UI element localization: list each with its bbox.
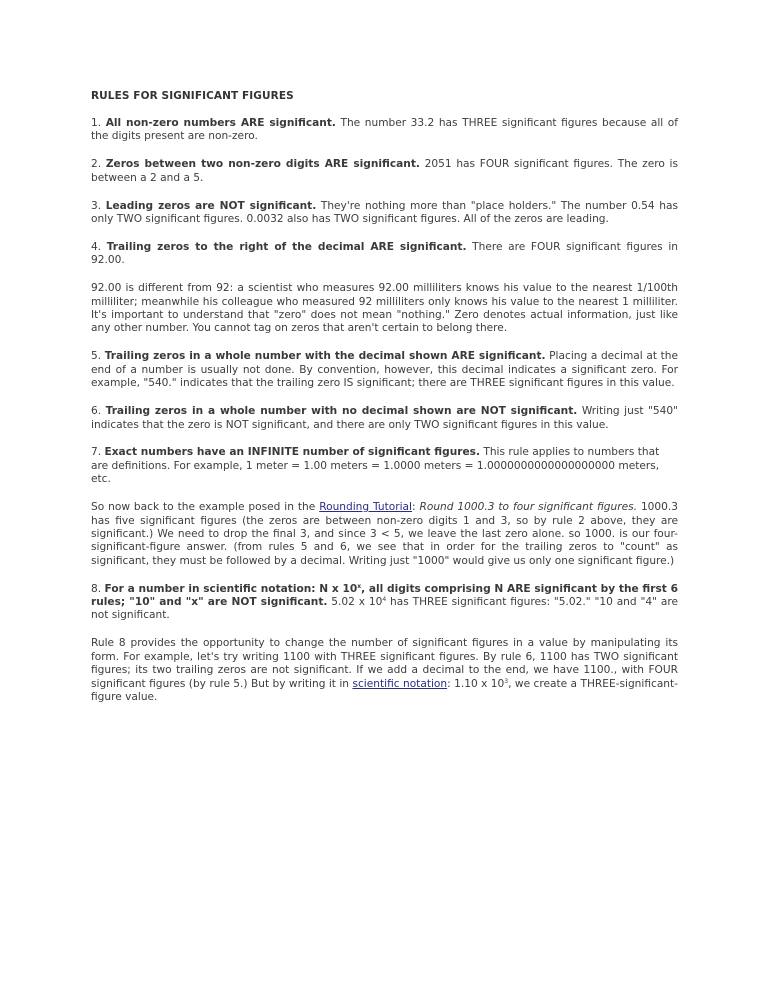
rule-heading: All non-zero numbers ARE significant. — [105, 117, 336, 129]
rounding-example — [91, 501, 678, 568]
rule-body: 2051 has FOUR significant figures. The zero is between a 2 and a 5. — [91, 158, 679, 184]
example-italic: Round 1000.3 to four significant figures. — [419, 501, 638, 514]
rule-body: has THREE significant figures: "5.02." "10 and "4" are not significant. — [91, 596, 678, 622]
closing-text: : 1.10 x 10 — [447, 677, 505, 690]
rule-6 — [91, 405, 678, 432]
rule-2 — [91, 158, 678, 185]
example-text: So now back to the example posed in the — [91, 501, 320, 514]
rule-number: 7. — [91, 446, 102, 459]
rule-number: 3. — [91, 199, 102, 212]
example-colon: : — [411, 501, 420, 514]
rule-body: They're nothing more than "place holders." The number 0.54 has only TWO significant figures. 0.0032 also has TWO significant figures. All of the zeros are leading. — [91, 199, 678, 226]
rule-4-note: 92.00 is different from 92: a scientist who measures 92.00 milliliters knows his value to the nearest 1/100th milliliter; meanwhile his colleague who measured 92 milliliters only knows his value to the nearest 1 milliliter. It's important to understand that "zero" does not mean "nothing." Zero denotes actual information, just like any other number. You cannot tag on zeros that aren't certain to belong there. — [91, 282, 678, 335]
rule-heading: Exact numbers have an INFINITE number of significant figures. — [104, 446, 480, 459]
exponent: 3 — [504, 677, 509, 685]
rule-heading: Leading zeros are NOT significant. — [105, 199, 317, 212]
closing-paragraph — [91, 637, 678, 704]
rule-heading: Trailing zeros in a whole number with the decimal shown ARE significant. — [104, 350, 546, 363]
rule-7 — [91, 446, 678, 486]
exponent: 4 — [382, 596, 387, 604]
rule-heading-part: , all digits comprising N ARE significant by the first 6 rules; "10" and "x" are NOT significant. — [91, 582, 678, 609]
rule-body: The number 33.2 has THREE significant figures because all of the digits present are non-zero. — [91, 117, 678, 143]
rule-number: 6. — [91, 405, 102, 418]
closing-text: , we create a THREE-significant-figure value. — [91, 677, 679, 703]
rule-body: This rule applies to numbers that are definitions. For example, 1 meter = 1.00 meters = 1.0000 meters = 1.0000000000000000000 meters, etc. — [91, 446, 660, 486]
example-text: 1000.3 has five significant figures (the zeros are between non-zero digits 1 and 3, so by rule 2 above, they are significant.) We need to drop the final 3, and since 3 < 5, we leave the last zero alone. so 1000. is our four-significant-figure answer. (from rules 5 and 6, we see that in order for the trailing zeros to "count" as significant, they must be followed by a decimal. Writing just "1000" would give us only one significant figure.) — [91, 501, 679, 567]
page-title: RULES FOR SIGNIFICANT FIGURES — [91, 90, 294, 102]
rule-heading: Trailing zeros to the right of the decimal ARE significant. — [106, 240, 467, 253]
rule-number: 2. — [91, 158, 102, 171]
rule-body: Placing a decimal at the end of a number is usually not done. By convention, however, this decimal indicates a significant zero. For example, "540." indicates that the trailing zero IS significant; there are THREE significant figures in this value. — [91, 350, 678, 390]
rule-5 — [91, 350, 678, 390]
rule-8 — [91, 583, 678, 623]
rounding-tutorial-link[interactable]: Rounding Tutorial — [319, 501, 412, 514]
rule-number: 1. — [91, 117, 102, 129]
rule-body: Writing just "540" indicates that the zero is NOT significant, and there are only TWO significant figures in this value. — [91, 405, 678, 431]
rule-body: 5.02 x 10 — [327, 596, 383, 609]
rule-heading: Zeros between two non-zero digits ARE significant. — [105, 158, 420, 171]
rule-1 — [91, 117, 678, 144]
scientific-notation-link[interactable]: scientific notation — [352, 677, 448, 690]
rule-number: 5. — [91, 350, 102, 363]
closing-text: Rule 8 provides the opportunity to change the number of significant figures in a value by manipulating its form. For example, let's try writing 1100 with THREE significant figures. By rule 6, 1100 has TWO significant figures; its two trailing zeros are not significant. If we add a decimal to the end, we have 1100., with FOUR significant figures (by rule 5.) But by writing it in — [91, 637, 678, 690]
rule-4 — [91, 241, 678, 268]
rule-heading: Trailing zeros in a whole number with no decimal shown are NOT significant. — [105, 405, 578, 418]
exponent: x — [357, 582, 362, 590]
rule-3 — [91, 200, 678, 227]
rule-body: There are FOUR significant figures in 92.00. — [91, 240, 678, 267]
rule-number: 8. — [91, 582, 102, 595]
rule-number: 4. — [91, 240, 102, 253]
rule-heading-part: For a number in scientific notation: N x 10 — [104, 582, 358, 595]
